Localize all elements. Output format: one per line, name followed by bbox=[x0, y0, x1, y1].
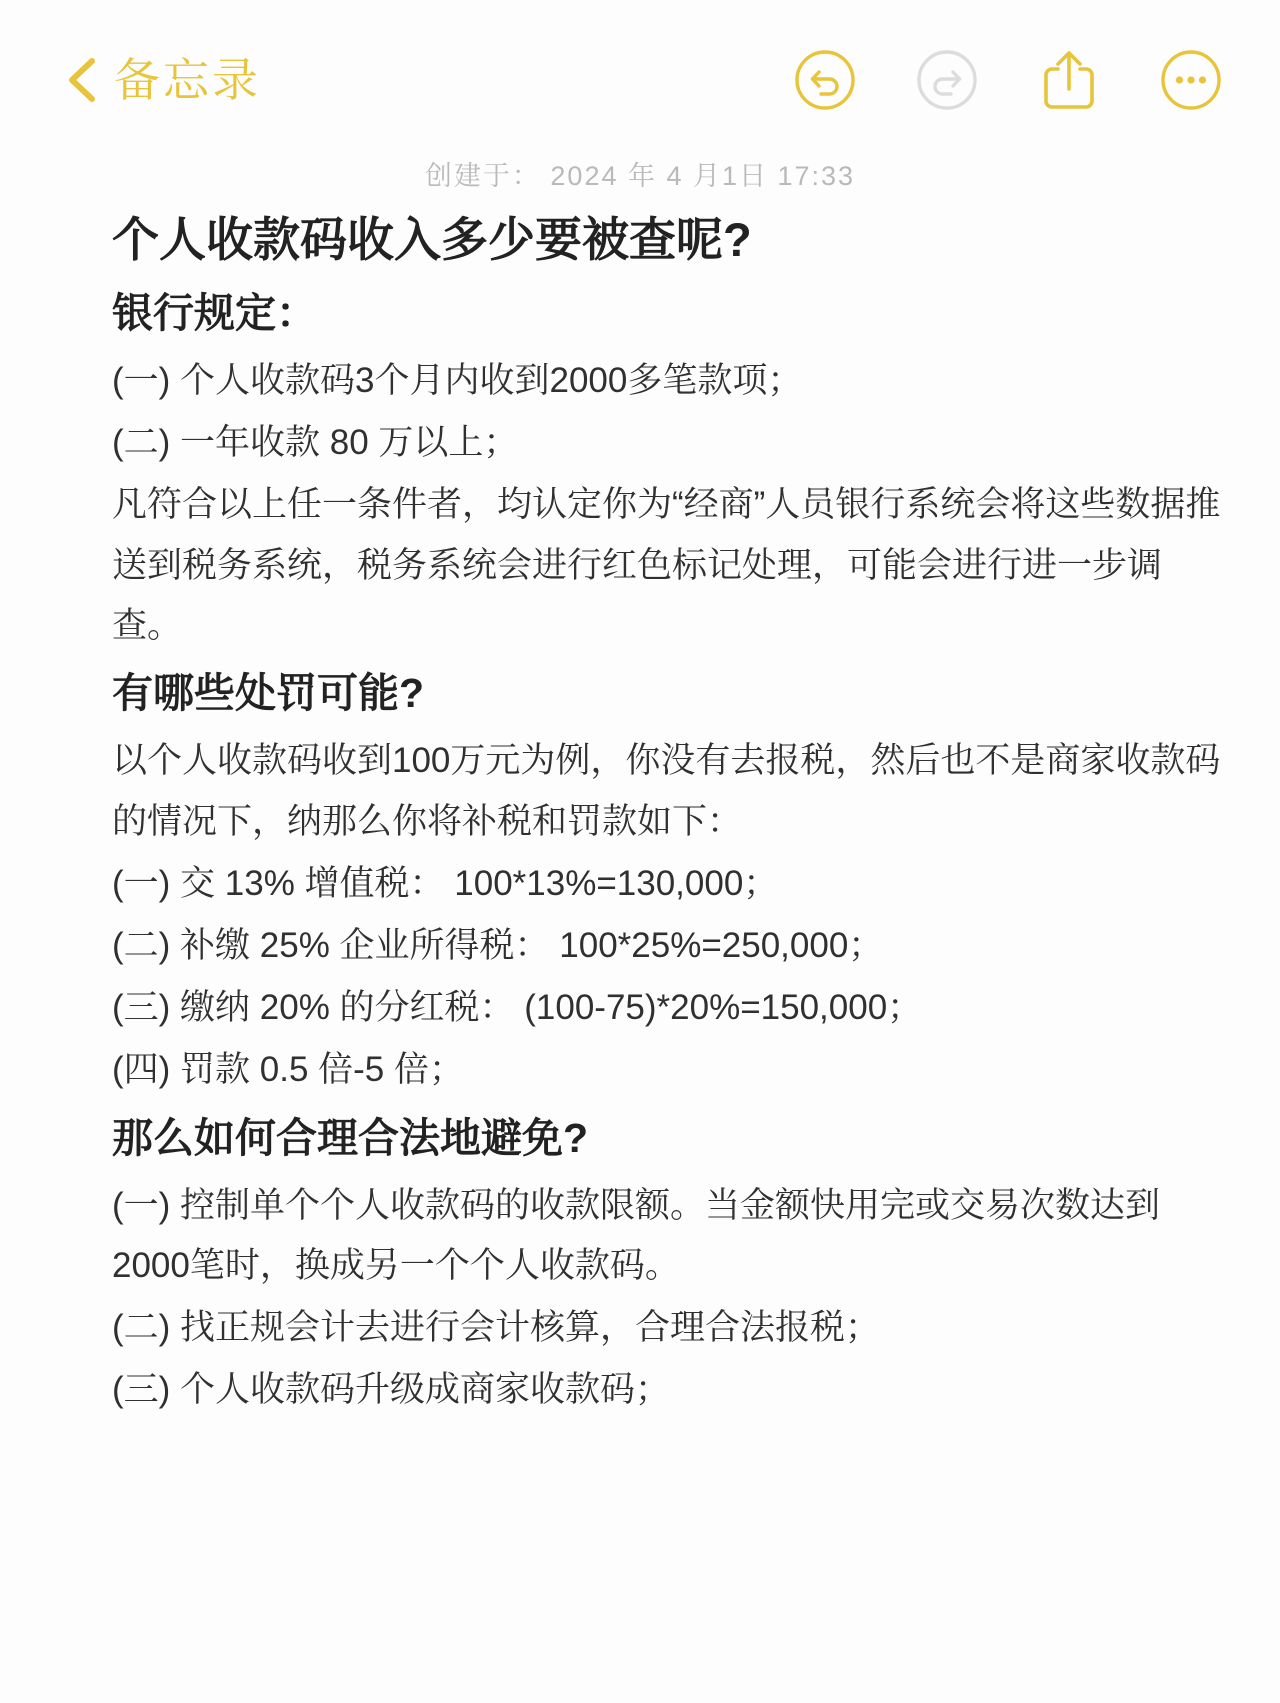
more-icon bbox=[1160, 49, 1222, 111]
redo-icon bbox=[916, 49, 978, 111]
nav-title: 备忘录 bbox=[114, 54, 261, 106]
note-paragraph: (二) 一年收款 80 万以上； bbox=[112, 423, 519, 463]
note-paragraph: 以个人收款码收到100万元为例，你没有去报税，然后也不是商家收款码的情况下，纳那么你将补税和罚款如下： bbox=[112, 741, 1221, 841]
note-section bbox=[112, 666, 1224, 1100]
note-paragraph: (一) 交 13% 增值税： 100*13%=130,000； bbox=[112, 863, 779, 903]
note-body[interactable] bbox=[0, 211, 1280, 1421]
back-button[interactable] bbox=[64, 56, 261, 104]
note-section bbox=[112, 1111, 1224, 1421]
section-heading: 银行规定： bbox=[112, 289, 317, 336]
more-options-button[interactable] bbox=[1158, 47, 1224, 113]
share-button[interactable] bbox=[1036, 47, 1102, 113]
note-paragraph: (一) 个人收款码3个月内收到2000多笔款项； bbox=[112, 361, 803, 401]
nav-actions bbox=[792, 47, 1224, 113]
chevron-left-icon bbox=[64, 56, 98, 104]
undo-button[interactable] bbox=[792, 47, 858, 113]
navigation-bar bbox=[0, 0, 1280, 160]
note-paragraph: (二) 补缴 25% 企业所得税： 100*25%=250,000； bbox=[112, 925, 884, 965]
section-heading: 有哪些处罚可能? bbox=[112, 670, 425, 717]
note-paragraph: 凡符合以上任一条件者，均认定你为“经商”人员银行系统会将这些数据推送到税务系统，税务系统会进行红色标记处理，可能会进行进一步调查。 bbox=[112, 485, 1221, 645]
note-section bbox=[112, 286, 1224, 656]
note-title: 个人收款码收入多少要被查呢? bbox=[112, 213, 752, 266]
undo-icon bbox=[794, 49, 856, 111]
section-heading: 那么如何合理合法地避免? bbox=[112, 1114, 589, 1161]
note-paragraph: (四) 罚款 0.5 倍-5 倍； bbox=[112, 1050, 464, 1090]
redo-button[interactable] bbox=[914, 47, 980, 113]
note-paragraph: (二) 找正规会计去进行会计核算，合理合法报税； bbox=[112, 1308, 881, 1348]
note-paragraph: (一) 控制单个个人收款码的收款限额。当金额快用完或交易次数达到2000笔时，换成另一个个人收款码。 bbox=[112, 1185, 1161, 1286]
note-paragraph: (三) 个人收款码升级成商家收款码； bbox=[112, 1370, 671, 1410]
share-icon bbox=[1038, 47, 1100, 113]
note-created-timestamp: 创建于： 2024 年 4 月1日 17:33 bbox=[424, 161, 856, 191]
note-paragraph: (三) 缴纳 20% 的分红税： (100-75)*20%=150,000； bbox=[112, 988, 923, 1028]
